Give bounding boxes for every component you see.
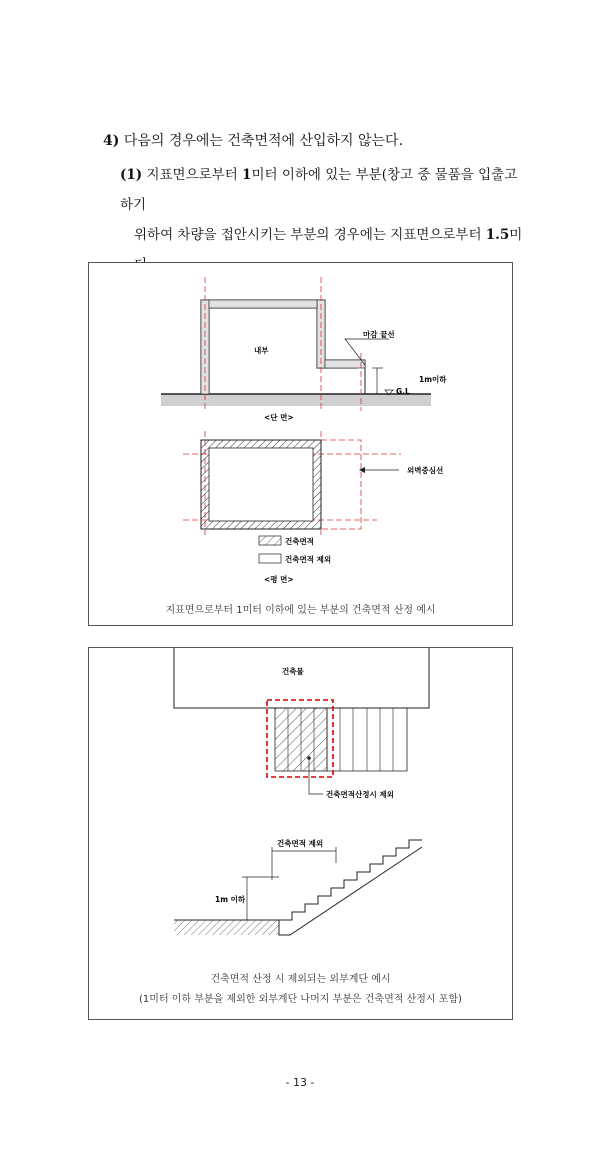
figure2-caption-line1: 건축면적 산정 시 제외되는 외부계단 예시	[210, 974, 391, 985]
height-label-2: 1m 이하	[215, 895, 246, 904]
legend-excluded-label: 건축면적 제외	[285, 555, 332, 564]
section-heading	[103, 130, 403, 150]
building-outline	[174, 648, 429, 708]
excluded-calc-label: 건축면적산정시 제외	[326, 790, 394, 799]
section-plan-diagram	[89, 263, 512, 603]
interior-label: 내부	[254, 346, 269, 355]
item-number: (1)	[120, 167, 143, 183]
section-label: <단 면>	[264, 413, 294, 422]
item-text-1a: 지표면으로부터	[142, 167, 243, 183]
heading-number: 4)	[103, 133, 120, 149]
building-label: 건축물	[282, 667, 304, 676]
excluded-label: 건축면적 제외	[277, 839, 324, 848]
ground-hatch	[174, 920, 279, 935]
figure-external-stair	[88, 647, 513, 1020]
external-stair-diagram	[89, 648, 512, 958]
legend-area-label: 건축면적	[285, 537, 314, 546]
item-text-2a: 위하여 차량을 접안시키는 부분의 경우에는 지표면으로부터	[134, 227, 486, 243]
item-text-2b: 1.5	[485, 227, 510, 243]
item-line-1	[120, 167, 517, 213]
figure-section-plan	[88, 262, 513, 626]
figure1-caption: 지표면으로부터 1미터 이하에 있는 부분의 건축면적 산정 예시	[165, 605, 436, 616]
item-text-1b: 1	[242, 167, 252, 183]
page-number: - 13 -	[285, 1076, 315, 1089]
heading-text: 다음의 경우에는 건축면적에 산입하지 않는다.	[119, 133, 404, 149]
centerline-label: 외벽중심선	[407, 466, 444, 475]
stair-profile	[279, 840, 422, 920]
ground	[161, 394, 431, 406]
item-text-2c: 미	[509, 227, 523, 243]
item-text-1c: 미터 이하에 있는 부분(창고 중 물품을 입출고하기	[120, 167, 518, 213]
plan-label: <평 면>	[264, 575, 294, 584]
height-label: 1m이하	[419, 375, 447, 384]
legend-swatch-area	[259, 536, 281, 545]
gl-label: G.L	[396, 387, 410, 396]
section-outline	[201, 300, 365, 394]
legend-swatch-excluded	[259, 554, 281, 563]
finish-line-label: 마감 끝선	[363, 330, 395, 339]
figure2-caption-line2: (1미터 이하 부분을 제외한 외부계단 나머지 부분은 건축면적 산정시 포함)	[139, 994, 462, 1005]
